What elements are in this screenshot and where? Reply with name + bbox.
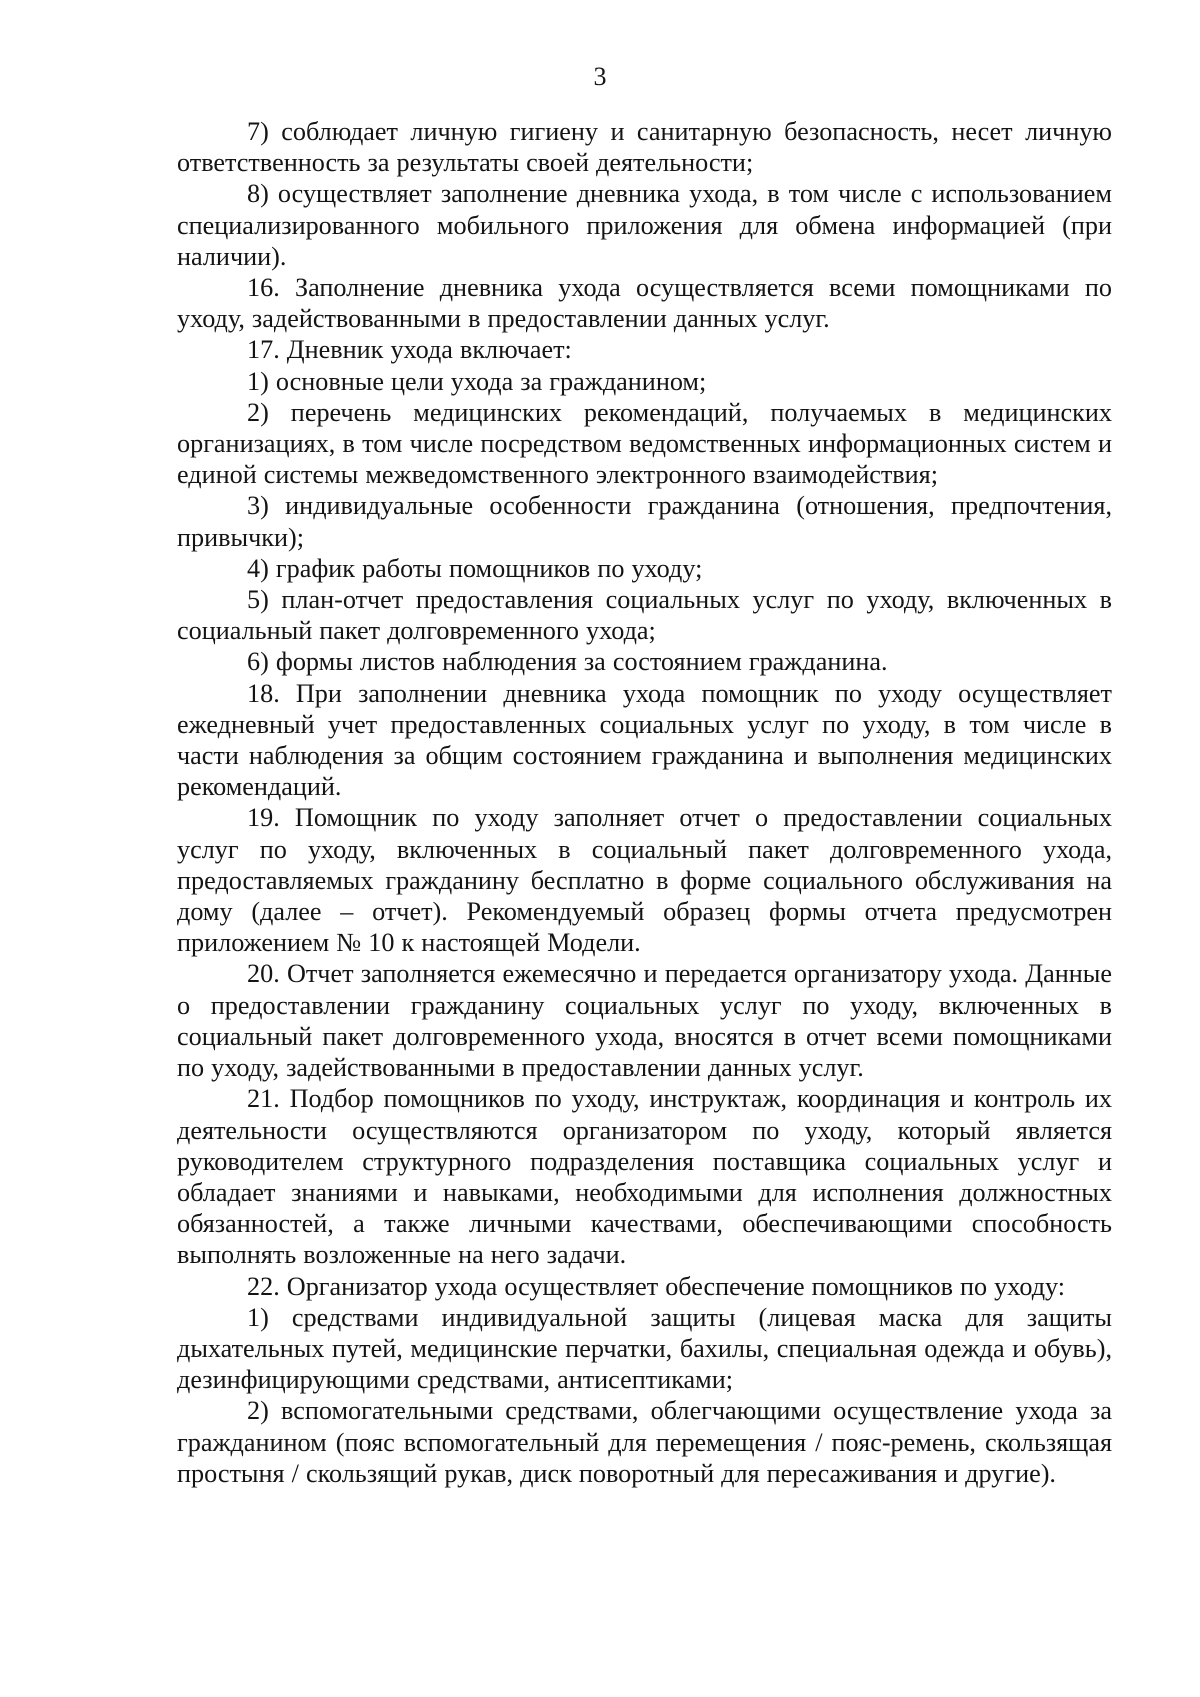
- clause-22-item-1: 1) средствами индивидуальной защиты (лицевая маска для защиты дыхательных путей, медицинские перчатки, бахилы, специальная одежда и обувь), дезинфицирующими средствами, антисептиками;: [177, 1302, 1112, 1395]
- page-number: 3: [593, 62, 607, 91]
- clause-22-item-2: 2) вспомогательными средствами, облегчающими осуществление ухода за гражданином (пояс вспомогательный для перемещения / пояс-ремень, скользящая простыня / скользящий рукав, диск поворотный для пересаживания и другие).: [177, 1396, 1112, 1488]
- clause-16: 16. Заполнение дневника ухода осуществляется всеми помощниками по уходу, задействованными в предоставлении данных услуг.: [177, 273, 1112, 334]
- clause-18: 18. При заполнении дневника ухода помощник по уходу осуществляет ежедневный учет предоставленных социальных услуг по уходу, в том числе в части наблюдения за общим состоянием гражданина и выполнения медицинских рекомендаций.: [177, 678, 1112, 802]
- clause-20: 20. Отчет заполняется ежемесячно и передается организатору ухода. Данные о предоставлении гражданину социальных услуг по уходу, включенных в социальный пакет долговременного ухода, вносятся в отчет всеми помощниками по уходу, задействованными в предоставлении данных услуг.: [177, 959, 1112, 1083]
- clause-17-item-3: 3) индивидуальные особенности гражданина (отношения, предпочтения, привычки);: [177, 491, 1112, 552]
- clause-17-item-1: 1) основные цели ухода за гражданином;: [247, 366, 707, 396]
- clause-17-item-6: 6) формы листов наблюдения за состоянием гражданина.: [247, 647, 888, 677]
- document-body: [177, 116, 1112, 1489]
- clause-17: 17. Дневник ухода включает:: [247, 335, 572, 365]
- list-item-8: 8) осуществляет заполнение дневника ухода, в том числе с использованием специализированного мобильного приложения для обмена информацией (при наличии).: [177, 179, 1112, 271]
- clause-21: 21. Подбор помощников по уходу, инструктаж, координация и контроль их деятельности осуществляются организатором по уходу, который является руководителем структурного подразделения поставщика социальных услуг и обладает знаниями и навыками, необходимыми для исполнения должностных обязанностей, а также личными качествами, обеспечивающими способность выполнять возложенные на него задачи.: [177, 1084, 1112, 1270]
- clause-17-item-4: 4) график работы помощников по уходу;: [247, 553, 703, 583]
- clause-17-item-5: 5) план-отчет предоставления социальных услуг по уходу, включенных в социальный пакет долговременного ухода;: [177, 585, 1112, 646]
- clause-19: 19. Помощник по уходу заполняет отчет о предоставлении социальных услуг по уходу, включенных в социальный пакет долговременного ухода, предоставляемых гражданину бесплатно в форме социального обслуживания на дому (далее – отчет). Рекомендуемый образец формы отчета предусмотрен приложением № 10 к настоящей Модели.: [177, 803, 1112, 958]
- clause-17-item-2: 2) перечень медицинских рекомендаций, получаемых в медицинских организациях, в том числе посредством ведомственных информационных систем и единой системы межведомственного электронного взаимодействия;: [177, 397, 1112, 490]
- clause-22: 22. Организатор ухода осуществляет обеспечение помощников по уходу:: [247, 1271, 1066, 1301]
- list-item-7: 7) соблюдает личную гигиену и санитарную безопасность, несет личную ответственность за результаты своей деятельности;: [177, 117, 1112, 178]
